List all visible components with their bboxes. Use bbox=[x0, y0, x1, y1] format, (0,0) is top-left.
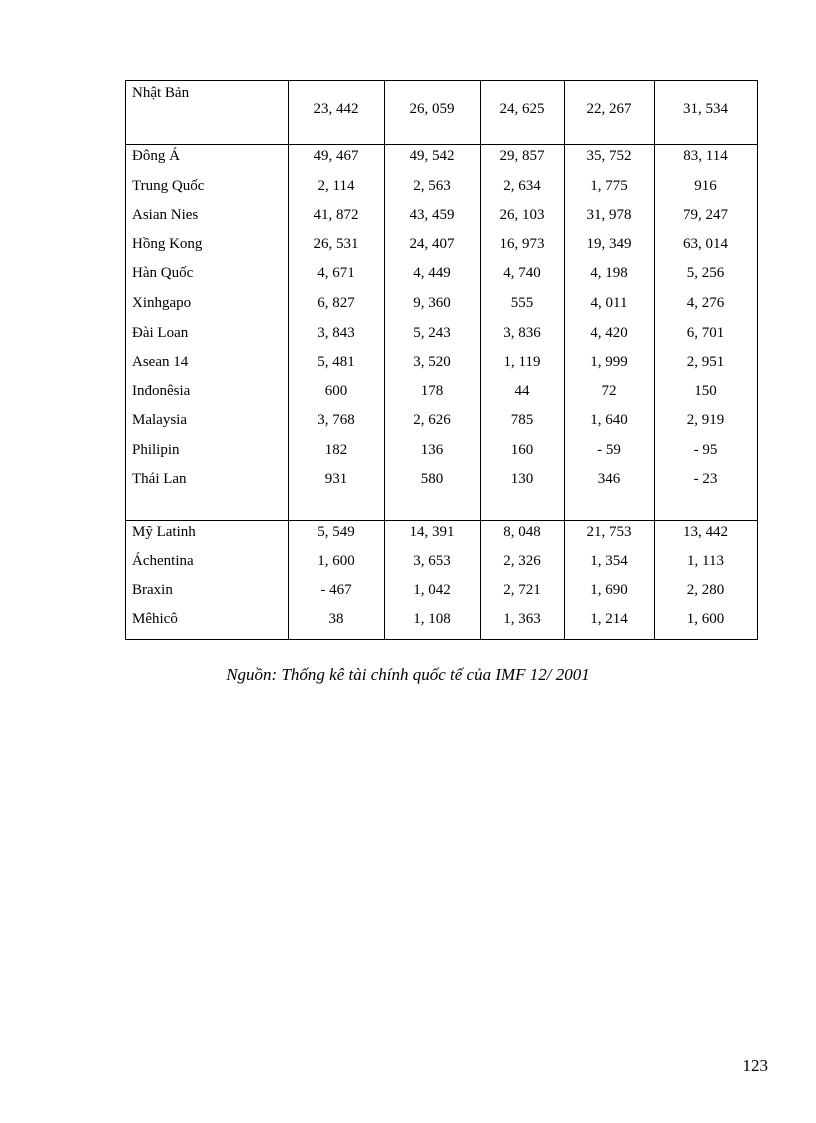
cell-value: - 23 bbox=[693, 471, 718, 487]
cell-value: 4, 011 bbox=[590, 295, 628, 311]
cell-value: 5, 549 bbox=[317, 524, 355, 540]
row-label: Đông Á bbox=[132, 148, 180, 164]
cell-value: 130 bbox=[510, 471, 534, 487]
cell-value: 1, 119 bbox=[503, 354, 541, 370]
cell-value: 5, 243 bbox=[413, 325, 451, 341]
row-label: Hàn Quốc bbox=[132, 265, 194, 281]
cell-value: 1, 354 bbox=[590, 553, 628, 569]
row-label: Xinhgapo bbox=[132, 295, 192, 311]
cell-value: 26, 103 bbox=[499, 207, 545, 223]
cell-value: 3, 653 bbox=[413, 553, 451, 569]
cell-value: 931 bbox=[324, 471, 348, 487]
cell-value: 160 bbox=[510, 442, 534, 458]
cell-value: 43, 459 bbox=[409, 207, 455, 223]
cell-value: 63, 014 bbox=[683, 236, 728, 252]
row-label: Asian Nies bbox=[132, 207, 199, 223]
cell-value: 178 bbox=[420, 383, 444, 399]
cell-value: 26, 059 bbox=[409, 101, 455, 117]
cell-value: 346 bbox=[597, 471, 621, 487]
cell-value: 3, 836 bbox=[503, 325, 541, 341]
cell-value: 16, 973 bbox=[499, 236, 545, 252]
cell-value: 1, 113 bbox=[687, 553, 724, 569]
cell-value: 2, 326 bbox=[503, 553, 541, 569]
cell-value: 38 bbox=[328, 611, 344, 627]
cell-value: 6, 827 bbox=[317, 295, 355, 311]
table-border-bottom bbox=[125, 639, 758, 640]
cell-value: 785 bbox=[510, 412, 534, 428]
cell-value: 5, 256 bbox=[686, 265, 725, 281]
cell-value: 1, 600 bbox=[686, 611, 725, 627]
source-caption: Nguồn: Thống kê tài chính quốc tế của IMF 12/ 2001 bbox=[226, 665, 590, 684]
cell-value: 3, 843 bbox=[317, 325, 355, 341]
cell-value: 72 bbox=[601, 383, 617, 399]
cell-value: 44 bbox=[514, 383, 530, 399]
cell-value: 8, 048 bbox=[503, 524, 541, 540]
cell-value: 19, 349 bbox=[586, 236, 632, 252]
cell-value: 5, 481 bbox=[317, 354, 355, 370]
cell-value: 29, 857 bbox=[499, 148, 545, 164]
cell-value: 9, 360 bbox=[413, 295, 451, 311]
cell-value: 4, 420 bbox=[590, 325, 628, 341]
cell-value: 2, 919 bbox=[686, 412, 725, 428]
cell-value: 23, 442 bbox=[313, 101, 359, 117]
cell-value: 4, 449 bbox=[413, 265, 451, 281]
cell-value: 13, 442 bbox=[683, 524, 728, 540]
row-label: Thái Lan bbox=[132, 471, 187, 487]
cell-value: 1, 108 bbox=[413, 611, 451, 627]
page-number: 123 bbox=[742, 1056, 768, 1075]
row-label: Asean 14 bbox=[132, 354, 189, 370]
cell-value: 1, 600 bbox=[317, 553, 355, 569]
cell-value: 14, 391 bbox=[409, 524, 455, 540]
row-label: Trung Quốc bbox=[132, 178, 205, 194]
cell-value: 4, 671 bbox=[317, 265, 355, 281]
cell-value: 2, 114 bbox=[317, 178, 355, 194]
cell-value: - 467 bbox=[320, 582, 352, 598]
cell-value: 2, 634 bbox=[503, 178, 541, 194]
cell-value: 22, 267 bbox=[586, 101, 632, 117]
cell-value: 31, 978 bbox=[586, 207, 632, 223]
cell-value: 24, 625 bbox=[499, 101, 545, 117]
cell-value: 4, 740 bbox=[503, 265, 541, 281]
cell-value: 1, 690 bbox=[590, 582, 628, 598]
cell-value: 2, 563 bbox=[413, 178, 451, 194]
cell-value: 4, 276 bbox=[686, 295, 725, 311]
cell-value: 24, 407 bbox=[409, 236, 455, 252]
table-border-left bbox=[125, 80, 126, 640]
cell-value: 35, 752 bbox=[586, 148, 632, 164]
cell-value: 1, 999 bbox=[590, 354, 628, 370]
cell-value: 41, 872 bbox=[313, 207, 359, 223]
cell-value: 1, 042 bbox=[413, 582, 451, 598]
row-label: Philipin bbox=[132, 442, 180, 458]
cell-value: 136 bbox=[420, 442, 444, 458]
row-label: Braxin bbox=[132, 582, 173, 598]
row-divider bbox=[125, 144, 758, 145]
cell-value: 83, 114 bbox=[683, 148, 728, 164]
cell-value: 49, 542 bbox=[409, 148, 455, 164]
cell-value: 1, 363 bbox=[503, 611, 541, 627]
row-label: Inđonêsia bbox=[132, 383, 191, 399]
cell-value: 79, 247 bbox=[683, 207, 728, 223]
cell-value: 2, 626 bbox=[413, 412, 451, 428]
row-label: Đài Loan bbox=[132, 325, 189, 341]
cell-value: 1, 775 bbox=[590, 178, 628, 194]
table-border-top bbox=[125, 80, 758, 81]
cell-value: 2, 951 bbox=[686, 354, 725, 370]
row-label: Hồng Kong bbox=[132, 236, 203, 252]
row-label: Mêhicô bbox=[132, 611, 178, 627]
row-label: Malaysia bbox=[132, 412, 187, 428]
row-label: Mỹ Latinh bbox=[132, 524, 196, 540]
cell-value: 150 bbox=[694, 383, 717, 399]
cell-value: 26, 531 bbox=[313, 236, 359, 252]
cell-value: 2, 280 bbox=[686, 582, 725, 598]
cell-value: 580 bbox=[420, 471, 444, 487]
row-label: Áchentina bbox=[132, 553, 194, 569]
cell-value: 21, 753 bbox=[586, 524, 632, 540]
cell-value: - 59 bbox=[597, 442, 621, 458]
data-table bbox=[125, 80, 758, 640]
cell-value: 600 bbox=[324, 383, 348, 399]
cell-value: 2, 721 bbox=[503, 582, 541, 598]
row-divider bbox=[125, 520, 758, 521]
cell-value: 6, 701 bbox=[686, 325, 725, 341]
cell-value: 4, 198 bbox=[590, 265, 628, 281]
cell-value: 3, 520 bbox=[413, 354, 451, 370]
cell-value: 31, 534 bbox=[683, 101, 728, 117]
cell-value: 182 bbox=[324, 442, 348, 458]
cell-value: 3, 768 bbox=[317, 412, 355, 428]
cell-value: 916 bbox=[694, 178, 717, 194]
table-border-right bbox=[757, 80, 758, 640]
cell-value: 1, 214 bbox=[590, 611, 628, 627]
cell-value: 49, 467 bbox=[313, 148, 359, 164]
cell-value: - 95 bbox=[693, 442, 718, 458]
cell-value: 555 bbox=[510, 295, 534, 311]
row-label: Nhật Bản bbox=[132, 85, 190, 101]
cell-value: 1, 640 bbox=[590, 412, 628, 428]
